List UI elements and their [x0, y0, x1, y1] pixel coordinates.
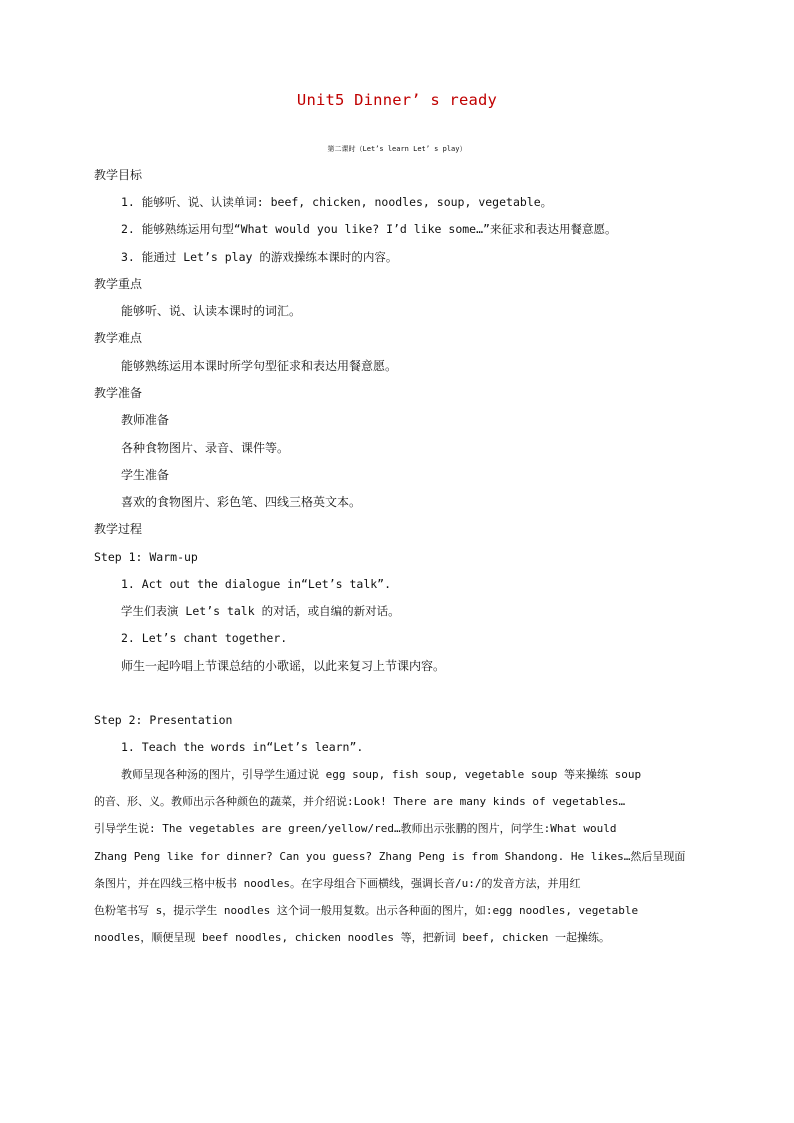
- goal-item: 2. 能够熟练运用句型“What would you like? I’d like some…”来征求和表达用餐意愿。: [121, 222, 617, 236]
- paragraph-line: Zhang Peng like for dinner? Can you guess? Zhang Peng is from Shandong. He likes…然后呈现面: [94, 850, 686, 863]
- step1-title: Step 1: Warm-up: [94, 550, 198, 564]
- lesson-subtitle: 第二课时（Let’s learn Let’ s play）: [327, 145, 467, 153]
- goal-item: 3. 能通过 Let’s play 的游戏操练本课时的内容。: [121, 250, 398, 264]
- step2-item: 1. Teach the words in“Let’s learn”.: [121, 740, 364, 754]
- student-preparation-label: 学生准备: [121, 468, 170, 482]
- paragraph-line: 的音、形、义。教师出示各种颜色的蔬菜，并介绍说:Look! There are many kinds of vegetables…: [94, 795, 626, 808]
- step1-item: 2. Let’s chant together.: [121, 631, 288, 645]
- paragraph-line: 色粉笔书写 s，提示学生 noodles 这个词一般用复数。出示各种面的图片，如:egg noodles, vegetable: [94, 904, 639, 917]
- teacher-preparation-text: 各种食物图片、录音、课件等。: [121, 441, 290, 455]
- goal-item: 1. 能够听、说、认读单词: beef, chicken, noodles, soup, vegetable。: [121, 195, 553, 209]
- teacher-preparation-label: 教师准备: [121, 413, 170, 427]
- document-title: Unit5 Dinner’ s ready: [296, 91, 498, 109]
- preparation-heading: 教学准备: [94, 386, 143, 400]
- key-points-heading: 教学重点: [94, 277, 143, 291]
- goals-heading: 教学目标: [94, 168, 143, 182]
- step1-note: 师生一起吟唱上节课总结的小歌谣，以此来复习上节课内容。: [121, 659, 446, 673]
- paragraph-line: noodles，顺便呈现 beef noodles, chicken noodles 等，把新词 beef, chicken 一起操练。: [94, 931, 610, 944]
- paragraph-line: 条图片，并在四线三格中板书 noodles。在字母组合下画横线，强调长音/u:/的发音方法，并用红: [94, 877, 581, 890]
- paragraph-line: 教师呈现各种汤的图片，引导学生通过说 egg soup, fish soup, vegetable soup 等来操练 soup: [121, 768, 642, 781]
- step1-item: 1. Act out the dialogue in“Let’s talk”.: [121, 577, 392, 591]
- paragraph-line: 引导学生说: The vegetables are green/yellow/red…教师出示张鹏的图片，问学生:What would: [94, 822, 617, 835]
- step2-title: Step 2: Presentation: [94, 713, 233, 727]
- key-points-text: 能够听、说、认读本课时的词汇。: [121, 304, 302, 318]
- student-preparation-text: 喜欢的食物图片、彩色笔、四线三格英文本。: [121, 495, 362, 509]
- process-heading: 教学过程: [94, 522, 143, 536]
- difficulties-text: 能够熟练运用本课时所学句型征求和表达用餐意愿。: [121, 359, 398, 373]
- difficulties-heading: 教学难点: [94, 331, 143, 345]
- step1-note: 学生们表演 Let’s talk 的对话，或自编的新对话。: [121, 604, 400, 618]
